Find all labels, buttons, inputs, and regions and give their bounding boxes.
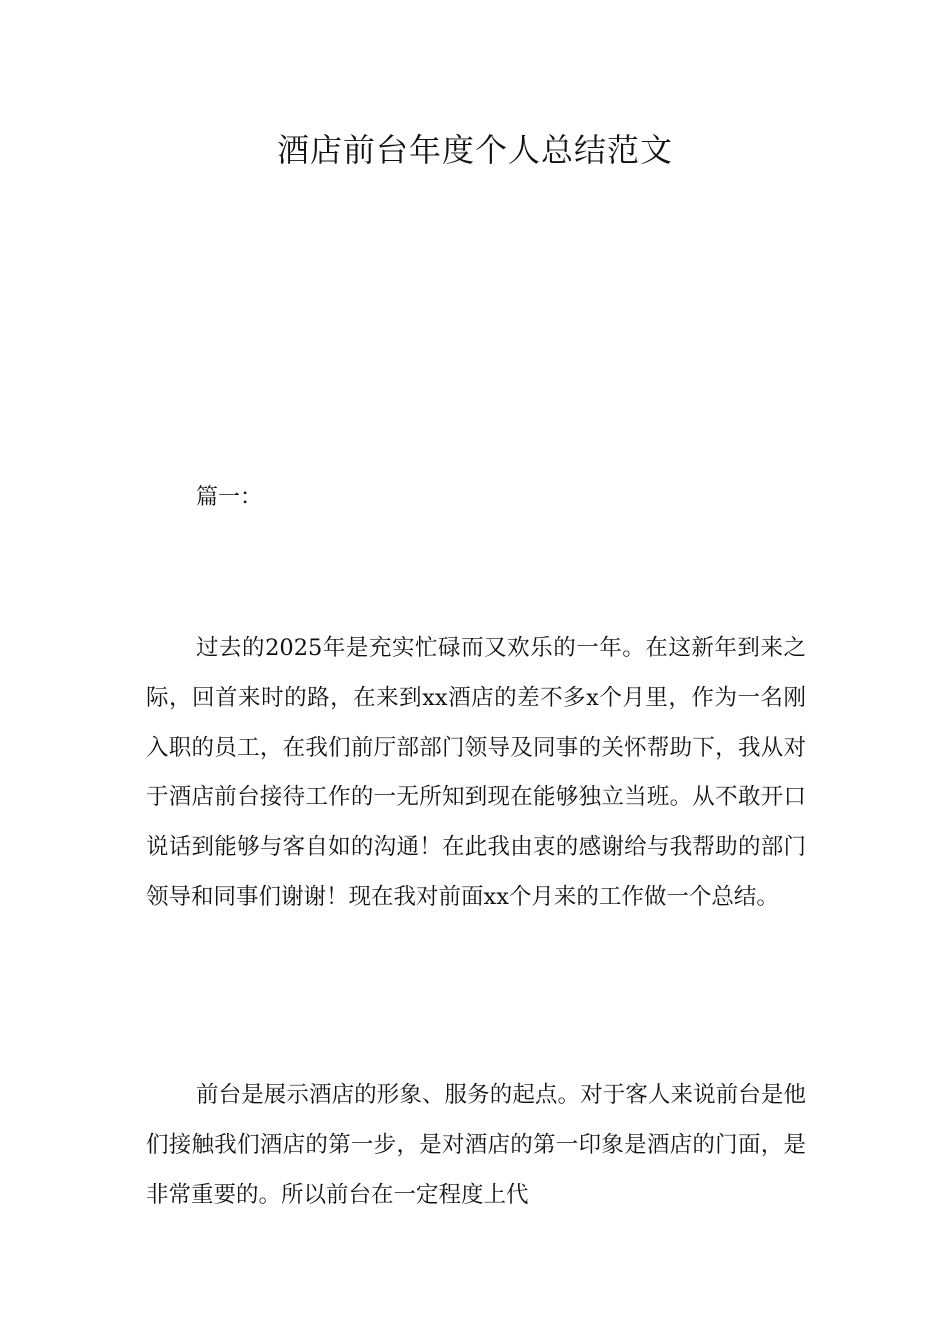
section-label: 篇一： xyxy=(196,485,263,510)
body-paragraph: 过去的2025年是充实忙碌而又欢乐的一年。在这新年到来之际，回首来时的路，在来到xx酒店的差不多x个月里，作为一名刚入职的员工，在我们前厅部部门领导及同事的关怀帮助下，我从对于酒店前台接待工作的一无所知到现在能够独立当班。从不敢开口说话到能够与客自如的沟通！在此我由衷的感谢给与我帮助的部门领导和同事们谢谢！现在我对前面xx个月来的工作做一个总结。 xyxy=(146,635,806,910)
body-paragraph: 前台是展示酒店的形象、服务的起点。对于客人来说前台是他们接触我们酒店的第一步，是对酒店的第一印象是酒店的门面，是非常重要的。所以前台在一定程度上代 xyxy=(146,1082,806,1208)
document-title: 酒店前台年度个人总结范文 xyxy=(276,131,673,169)
